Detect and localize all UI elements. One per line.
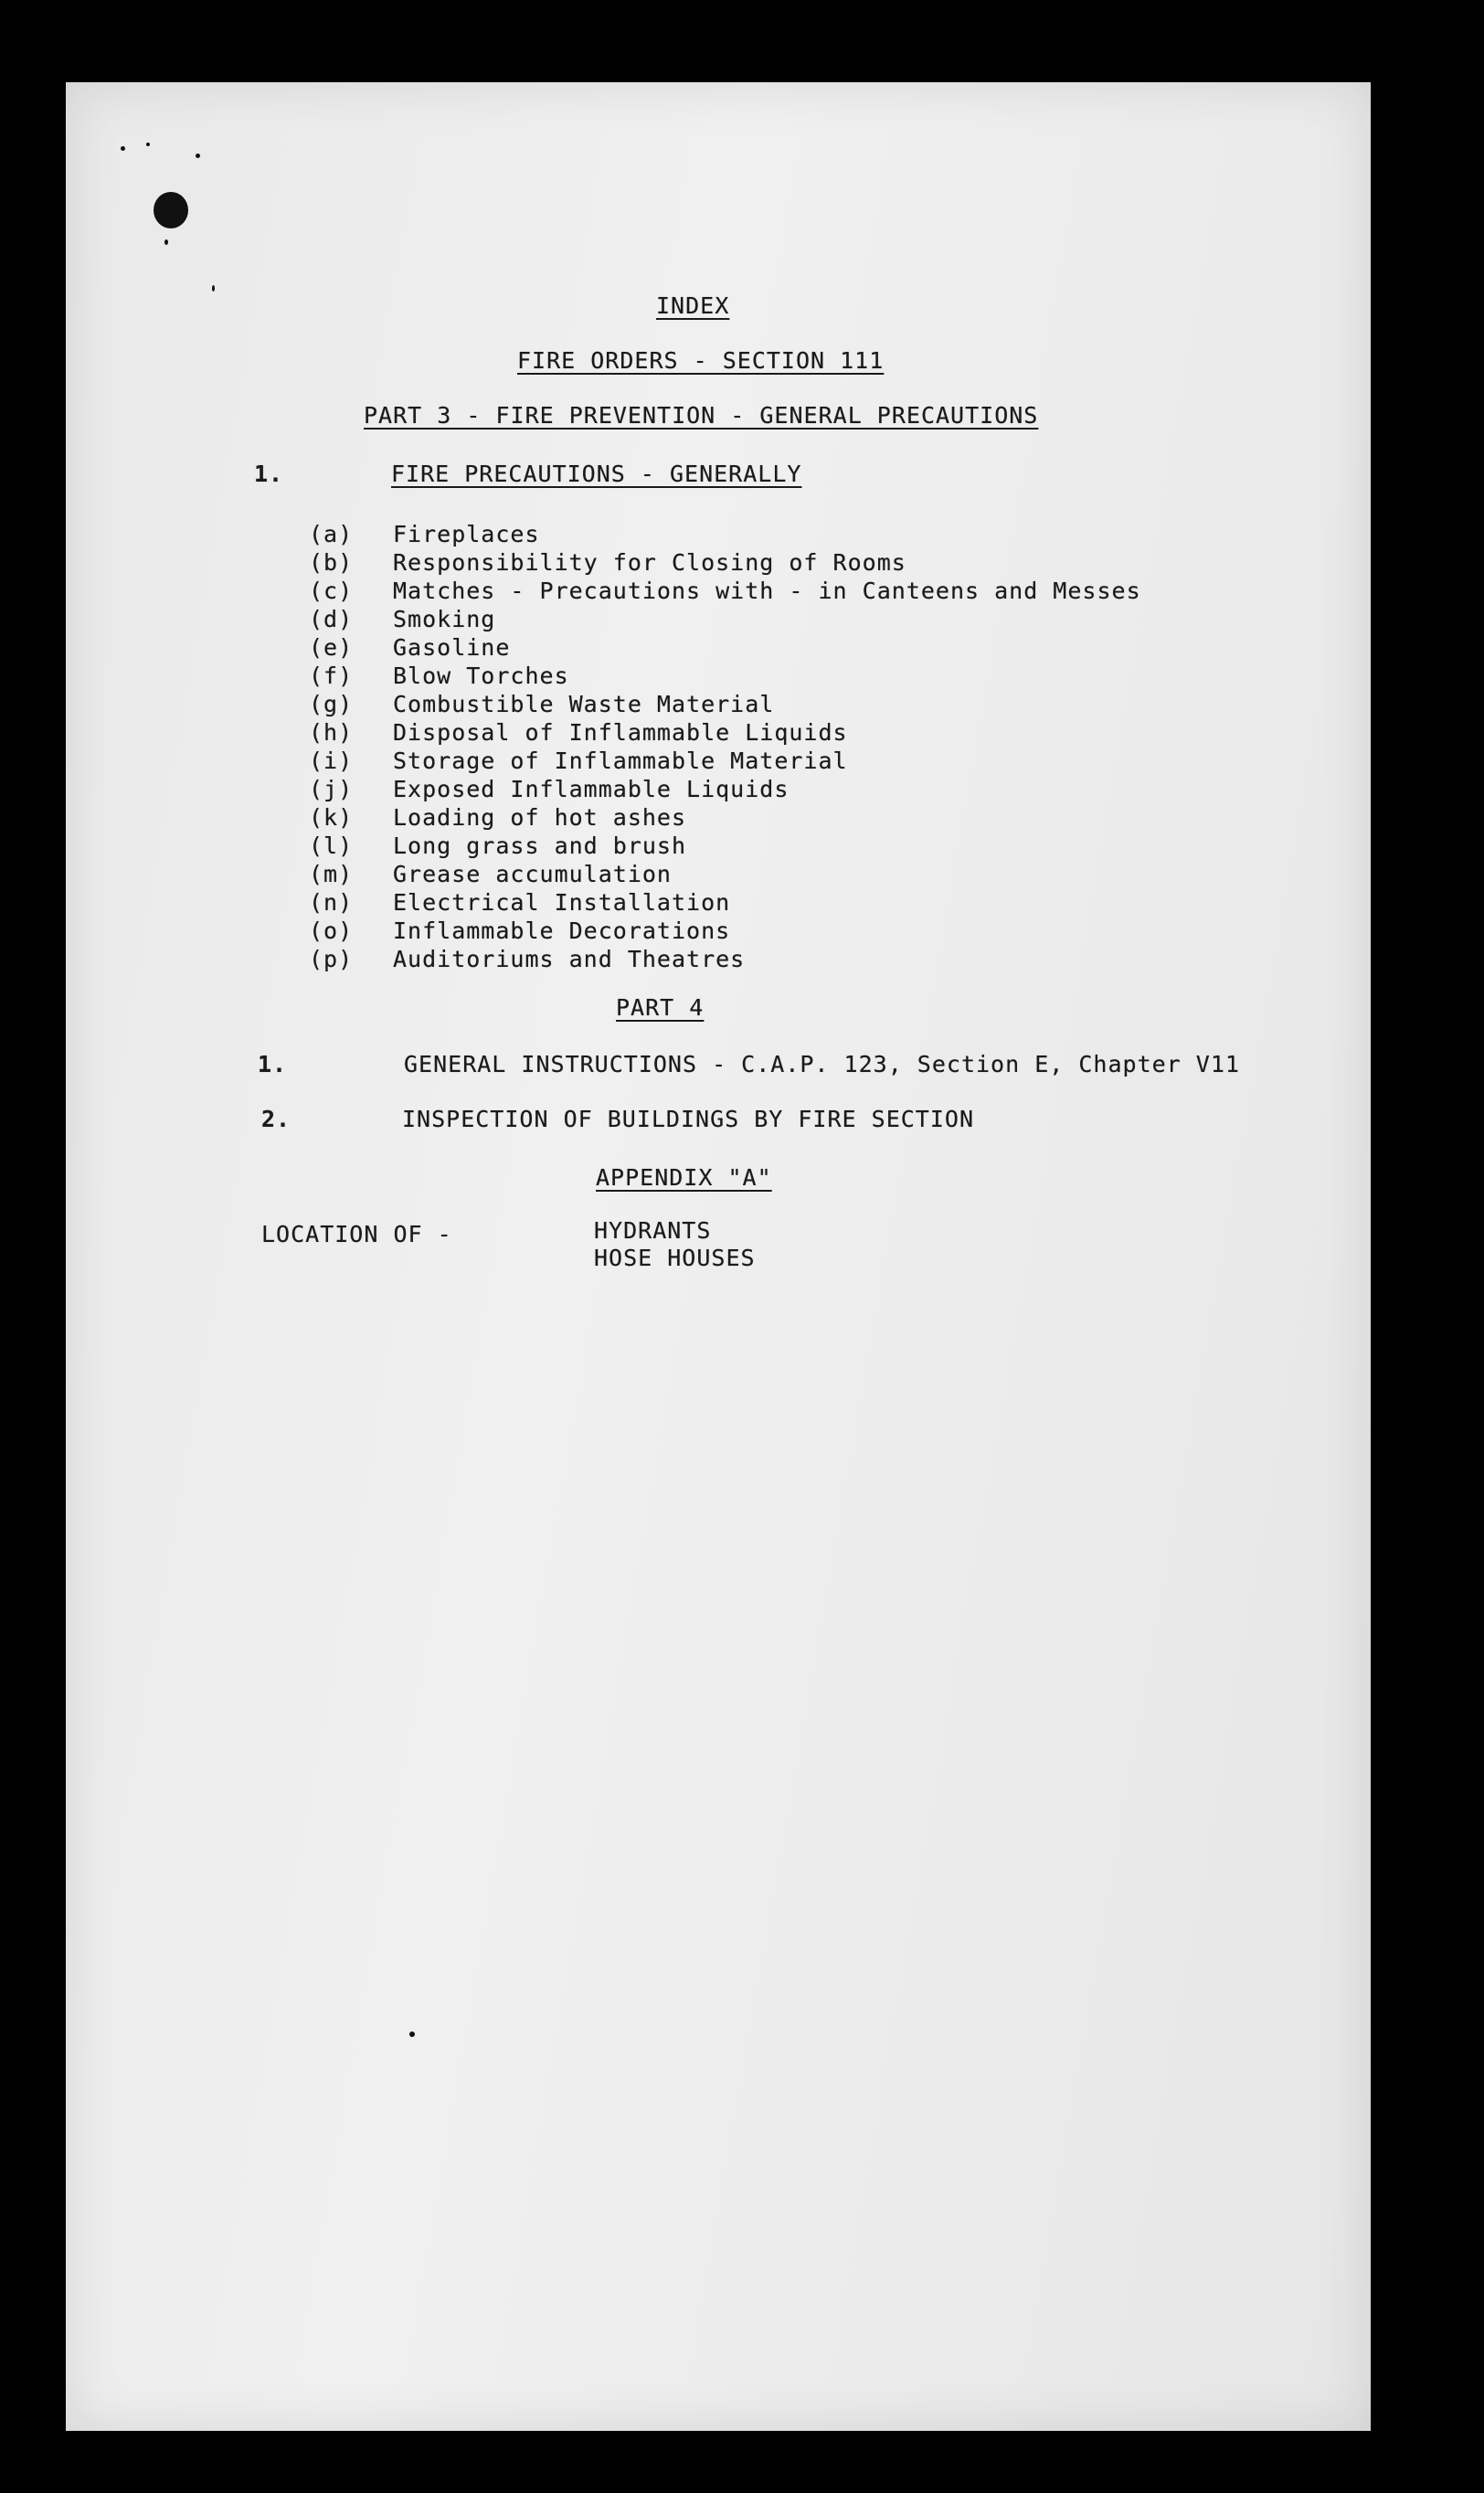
document-subtitle: FIRE ORDERS - SECTION 111 <box>517 347 885 374</box>
list-item: Responsibility for Closing of Rooms <box>393 549 906 576</box>
list-item: Auditoriums and Theatres <box>393 946 746 972</box>
appendix-heading: APPENDIX "A" <box>596 1164 772 1191</box>
location-item: HOSE HOUSES <box>594 1245 756 1271</box>
list-item: Exposed Inflammable Liquids <box>393 776 790 802</box>
list-item: Electrical Installation <box>393 889 731 916</box>
list-item-label: (f) <box>309 663 354 689</box>
list-item: Blow Torches <box>393 663 569 689</box>
list-item: Storage of Inflammable Material <box>393 748 848 774</box>
ink-speck <box>409 2032 415 2037</box>
section1-number: 1. <box>254 461 284 487</box>
list-item: Gasoline <box>393 634 511 661</box>
part4-heading: PART 4 <box>616 994 705 1021</box>
list-item-label: (l) <box>309 833 354 859</box>
list-item-label: (p) <box>309 946 354 972</box>
section1-heading: FIRE PRECAUTIONS - GENERALLY <box>391 461 802 487</box>
ink-speck <box>164 239 168 245</box>
list-item-label: (k) <box>309 804 354 831</box>
list-item-label: (d) <box>309 606 354 632</box>
list-item-label: (o) <box>309 918 354 944</box>
punch-hole-mark <box>154 192 188 228</box>
location-label: LOCATION OF - <box>261 1221 452 1247</box>
part4-entry-number: 1. <box>258 1051 288 1077</box>
list-item: Long grass and brush <box>393 833 687 859</box>
ink-speck <box>121 146 125 151</box>
list-item-label: (m) <box>309 861 354 887</box>
list-item: Disposal of Inflammable Liquids <box>393 719 848 746</box>
list-item: Combustible Waste Material <box>393 691 775 717</box>
list-item-label: (n) <box>309 889 354 916</box>
ink-speck <box>146 143 150 146</box>
list-item-label: (j) <box>309 776 354 802</box>
list-item-label: (g) <box>309 691 354 717</box>
list-item-label: (i) <box>309 748 354 774</box>
list-item-label: (e) <box>309 634 354 661</box>
list-item: Grease accumulation <box>393 861 672 887</box>
part4-entry-number: 2. <box>261 1106 292 1132</box>
list-item-label: (a) <box>309 521 354 547</box>
part4-entry: GENERAL INSTRUCTIONS - C.A.P. 123, Section E, Chapter V11 <box>404 1051 1240 1077</box>
list-item: Fireplaces <box>393 521 540 547</box>
part3-heading: PART 3 - FIRE PREVENTION - GENERAL PRECAUTIONS <box>364 402 1039 429</box>
list-item-label: (c) <box>309 578 354 604</box>
document-title: INDEX <box>656 292 730 319</box>
part4-entry: INSPECTION OF BUILDINGS BY FIRE SECTION <box>402 1106 974 1132</box>
list-item: Smoking <box>393 606 496 632</box>
ink-speck <box>196 154 200 158</box>
list-item: Matches - Precautions with - in Canteens and Messes <box>393 578 1141 604</box>
location-item: HYDRANTS <box>594 1217 712 1244</box>
list-item-label: (b) <box>309 549 354 576</box>
list-item: Inflammable Decorations <box>393 918 731 944</box>
list-item-label: (h) <box>309 719 354 746</box>
list-item: Loading of hot ashes <box>393 804 687 831</box>
ink-speck <box>212 285 215 292</box>
